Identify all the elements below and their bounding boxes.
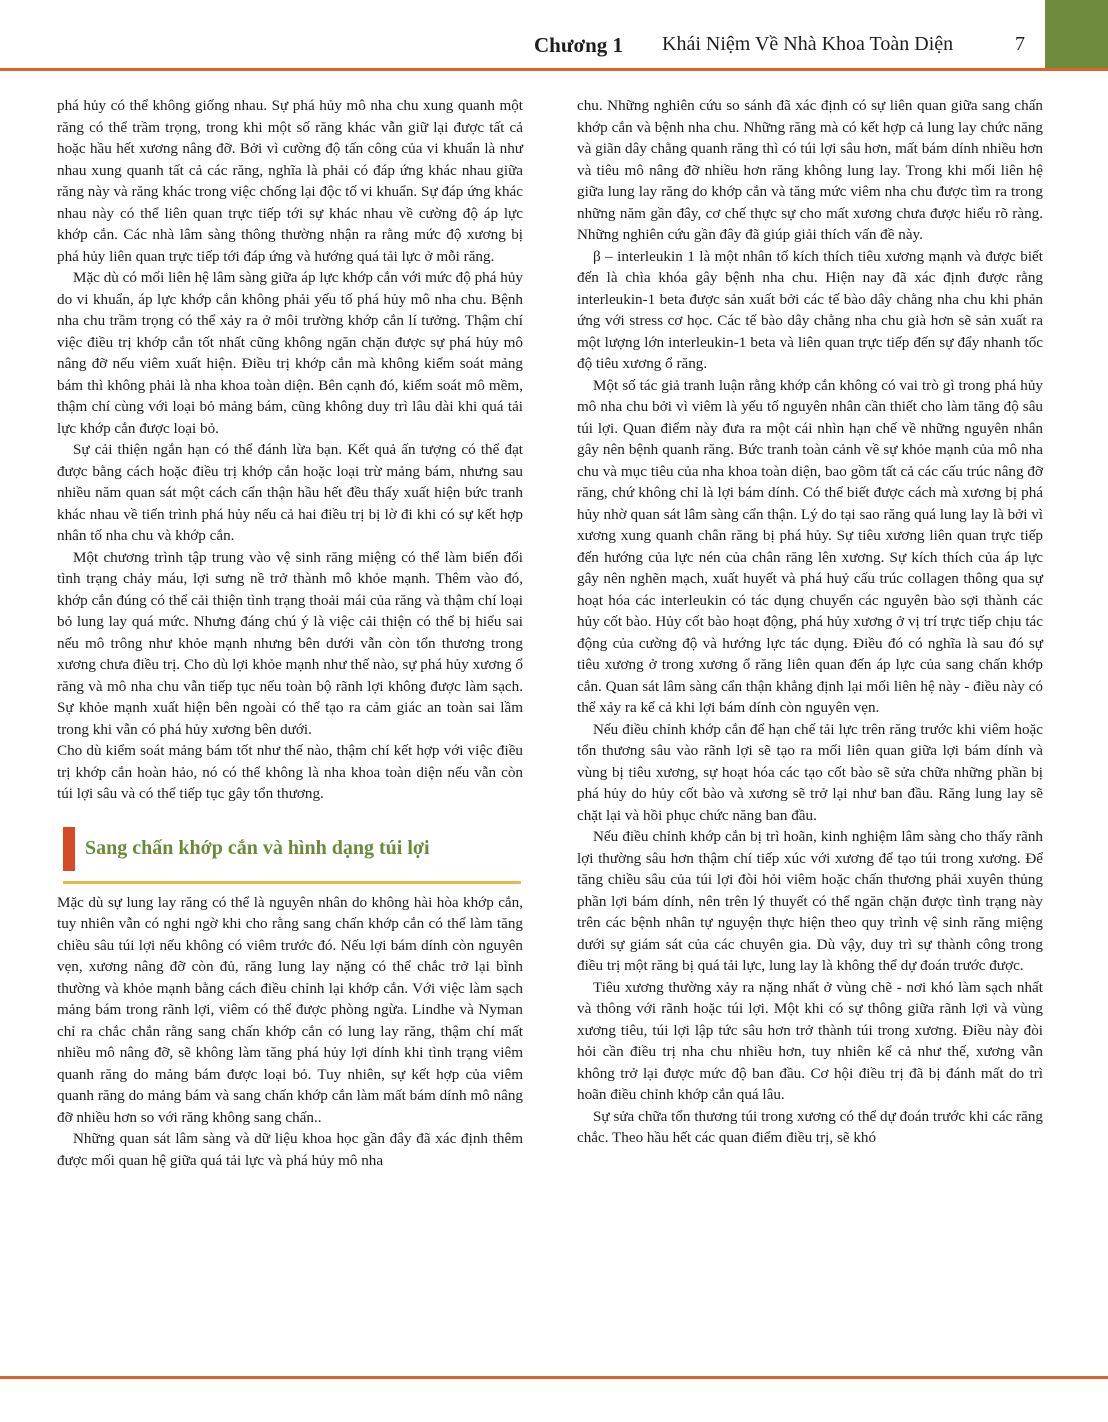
body-paragraph: Tiêu xương thường xảy ra nặng nhất ở vùng chẽ - nơi khó làm sạch nhất và thông với rãnh hoặc túi lợi. Một khi có sự thông giữa rãnh lợi và vùng xương tiêu, túi lợi lập tức sâu hơn trở thành túi trong xương. Điều này đòi hỏi cần điều trị nha chu nhiều hơn, tuy nhiên kể cả như thế, xương vẫn không trở lại được mức độ ban đầu. Cơ hội điều trị đã bị đánh mất do trì hoãn điều chỉnh khớp cắn quá lâu. bbox=[577, 978, 1043, 1103]
chapter-title: Khái Niệm Về Nhà Khoa Toàn Diện bbox=[662, 33, 954, 55]
body-paragraph: Mặc dù có mối liên hệ lâm sàng giữa áp lực khớp cắn với mức độ phá hủy do vi khuẩn, áp lực khớp cắn không phải yếu tố phá hủy mô nha chu. Bệnh nha chu trầm trọng có thể xảy ra ở môi trường khớp cắn lí tưởng. Thậm chí việc điều trị khớp cắn tốt nhất cũng không ngăn chặn được sự phá hủy mô nâng đỡ nếu viêm xuất hiện. Điều trị khớp cắn mà không kiểm soát mảng bám thì không phải là nha khoa toàn diện. Bên cạnh đó, kiểm soát mô mềm, thậm chí cùng với loại bỏ mảng bám, cũng không duy trì lâu dài khi quá tải lực khớp cắn được loại bỏ. bbox=[57, 269, 523, 437]
body-paragraph: Cho dù kiểm soát mảng bám tốt như thế nào, thậm chí kết hợp với việc điều trị khớp cắn hoàn hảo, nó có thể không là nha khoa toàn diện nếu vẫn còn túi lợi sâu và có thể tiếp tục gây tổn thương. bbox=[57, 742, 523, 802]
body-paragraph: Những quan sát lâm sàng và dữ liệu khoa học gần đây đã xác định thêm được mối quan hệ giữa quá tải lực và phá hủy mô nha bbox=[57, 1130, 523, 1169]
body-paragraph: β – interleukin 1 là một nhân tố kích thích tiêu xương mạnh và được biết đến là chìa khóa gây bệnh nha chu. Hiện nay đã xác định được rằng interleukin-1 beta được sản xuất bởi các tế bào dây chằng nha chu khi phản ứng với stress cơ học. Các tế bào dây chằng nha chu già hơn sẽ sản xuất ra một lượng lớn interleukin-1 beta và liên quan trực tiếp đến sự đẩy nhanh tốc độ tiêu xương ổ răng. bbox=[577, 247, 1043, 372]
left-column bbox=[57, 95, 523, 1171]
page-number: 7 bbox=[1015, 33, 1025, 55]
corner-color-block bbox=[1045, 0, 1108, 68]
body-paragraph: phá hủy có thể không giống nhau. Sự phá hủy mô nha chu xung quanh một răng có thể trầm trọng, trong khi một số răng khác vẫn giữ lại được tất cả hoặc hầu hết xương nâng đỡ. Bởi vì cường độ tấn công của vi khuẩn là như nhau xung quanh tất cả các răng, nghĩa là phải có đáp ứng khác nhau giữa răng này và răng khác trong việc chống lại độc tố vi khuẩn. Sự đáp ứng khác nhau này có thể liên quan trực tiếp tới sự khác nhau về cường độ áp lực khớp cắn. Các nhà lâm sàng thông thường nhận ra rằng mức độ xương bị phá hủy liên quan trực tiếp tới đáp ứng và hướng quá tải lực ở mỗi răng. bbox=[57, 97, 523, 265]
section-heading-text: Sang chấn khớp cắn và hình dạng túi lợi bbox=[85, 836, 430, 859]
body-paragraph: Một chương trình tập trung vào vệ sinh răng miệng có thể làm biến đổi tình trạng chảy máu, lợi sưng nề trở thành mô khỏe mạnh. Thêm vào đó, khớp cắn đúng có thể cải thiện tình trạng thoải mái của răng và thậm chí loại bỏ lung lay quá mức. Nhưng đáng chú ý là việc cải thiện có thể bị hiểu sai nếu mô trông như khỏe mạnh nhưng bên dưới vẫn còn tổn thương trong xương chưa điều trị. Cho dù lợi khỏe mạnh như thế nào, sự phá hủy xương ổ răng và mô nha chu vẫn tiếp tục nếu toàn bộ rãnh lợi không được làm sạch. Sự khỏe mạnh xuất hiện bên ngoài có thể tạo ra cảm giác an toàn sai lầm trong khi vẫn có phá hủy xương bên dưới. bbox=[57, 548, 523, 738]
body-paragraph: Nếu điều chỉnh khớp cắn bị trì hoãn, kinh nghiệm lâm sàng cho thấy rãnh lợi thường sâu hơn thậm chí tiếp xúc với xương để tạo túi trong xương. Để tăng chiều sâu của túi lợi đòi hỏi viêm hoặc chấn thương phải xuyên thủng phần lợi bám dính, nên trên lý thuyết có thể ngăn chặn được tình trạng này trên các bệnh nhân tự nguyện thực hiện theo quy trình vệ sinh răng miệng dưới sự giám sát của các chuyên gia. Dù vậy, duy trì sự thành công trong điều trị một răng bị quá tải lực, lung lay là không thể dự đoán trước được. bbox=[577, 828, 1043, 974]
body-paragraph: Sự cải thiện ngắn hạn có thể đánh lừa bạn. Kết quả ấn tượng có thể đạt được bằng cách hoặc điều trị khớp cắn hoặc loại trừ mảng bám, nhưng sau nhiều năm quan sát một cách cẩn thận hầu hết đều thấy xuất hiện bức tranh khác nhau về tiến trình phá hủy nếu cả hai điều trị bị lờ đi khi có sự kết hợp nhân tố nha chu và khớp cắn. bbox=[57, 441, 523, 544]
footer-rule bbox=[0, 1376, 1108, 1379]
body-paragraph: chu. Những nghiên cứu so sánh đã xác định có sự liên quan giữa sang chấn khớp cắn và bệnh nha chu. Những răng mà có kết hợp cả lung lay chức năng và giãn dây chằng quanh răng thì có túi lợi sâu hơn, mất bám dính nhiều hơn và tiêu mô nâng đỡ nhiều hơn răng không lung lay. Trong khi mối liên hệ giữa lung lay răng do khớp cắn và tăng mức viêm nha chu được tìm ra trong những năm gần đây, cơ chế thực sự cho mất xương chưa được hiểu rõ ràng. Những nghiên cứu gần đây đã giúp giải thích vấn đề này. bbox=[577, 97, 1043, 243]
heading-marker-bar bbox=[63, 827, 75, 871]
page-header bbox=[0, 0, 1045, 70]
body-paragraph: Sự sửa chữa tổn thương túi trong xương có thể dự đoán trước khi các răng chắc. Theo hầu hết các quan điểm điều trị, sẽ khó bbox=[577, 1107, 1043, 1146]
section-heading bbox=[63, 827, 523, 871]
body-paragraph: Nếu điều chỉnh khớp cắn để hạn chế tải lực trên răng trước khi viêm hoặc tổn thương sâu vào rãnh lợi sẽ tạo ra mối liên quan giữa lợi bám dính và vùng bị tiêu xương, sự hoạt hóa các tạo cốt bào sẽ sửa chữa những phần bị phá hủy do hủy cốt bào và xương sẽ trở lại như ban đầu. Răng lung lay sẽ chặt lại và hồi phục chức năng ban đầu. bbox=[577, 720, 1043, 824]
right-column bbox=[577, 95, 1043, 1149]
heading-underline bbox=[63, 881, 521, 884]
chapter-label: Chương 1 bbox=[534, 33, 624, 57]
header-rule bbox=[0, 68, 1108, 71]
body-paragraph: Một số tác giả tranh luận rằng khớp cắn không có vai trò gì trong phá hủy mô nha chu bởi vì viêm là yếu tố nguyên nhân cần thiết cho làm tăng độ sâu túi lợi. Quan điểm này đưa ra một cái nhìn hạn chế về những nguyên nhân gây nên bệnh quanh răng. Bức tranh toàn cảnh về sự khỏe mạnh của mô nha chu và mục tiêu của nha khoa toàn diện, bao gồm tất cả các cấu trúc nâng đỡ răng, chứ không chỉ là lợi bám dính. Có thể biết được cách mà xương bị phá hủy nhờ quan sát lâm sàng cẩn thận. Lý do tại sao răng quá lung lay là bởi vì xương xung quanh chân răng bị phá hủy. Sự tiêu xương liên quan trực tiếp đến hướng của lực nén của chân răng lên xương. Sự kích thích của áp lực gây nên nghẽn mạch, xuất huyết và phá huỷ cấu trúc collagen thông qua sự hoạt hóa các interleukin có tác dụng chuyển các nguyên bào sợi thành các hủy cốt bào. Hủy cốt bào hoạt động, phá hủy xương ở vị trí trực tiếp chịu tác động của cường độ và hướng lực tác dụng. Điều đó có nghĩa là sau đó sự tiêu xương ở trong xương ổ răng liên quan đến áp lực của sang chấn khớp cắn. Quan sát lâm sàng cẩn thận khẳng định lại mối liên hệ này - điều này có thể xảy ra kể cả khi lợi bám dính còn nguyên vẹn. bbox=[577, 376, 1043, 716]
body-paragraph: Mặc dù sự lung lay răng có thể là nguyên nhân do không hài hòa khớp cắn, tuy nhiên vẫn có nghi ngờ khi cho rằng sang chấn khớp cắn có thể làm tăng chiều sâu túi lợi nếu không có viêm trước đó. Nếu lợi bám dính còn nguyên vẹn, xương nâng đỡ còn đủ, răng lung lay nặng có thể chắc trở lại bình thường và khỏe mạnh bằng cách điều chỉnh lại khớp cắn. Với việc làm sạch mảng bám trong rãnh lợi, viêm có thể được phòng ngừa. Lindhe và Nyman chỉ ra chắc chắn rằng sang chấn khớp cắn có lung lay răng, thậm chí mất nhiều mô nâng đỡ, sẽ không làm tăng phá hủy lợi dính khi tình trạng viêm quanh răng do mảng bám được loại bỏ. Tuy nhiên, sự kết hợp của viêm quanh răng do mảng bám và sang chấn khớp cắn làm mất bám dính mô nâng đỡ nhiều hơn so với răng không sang chấn.. bbox=[57, 893, 523, 1126]
